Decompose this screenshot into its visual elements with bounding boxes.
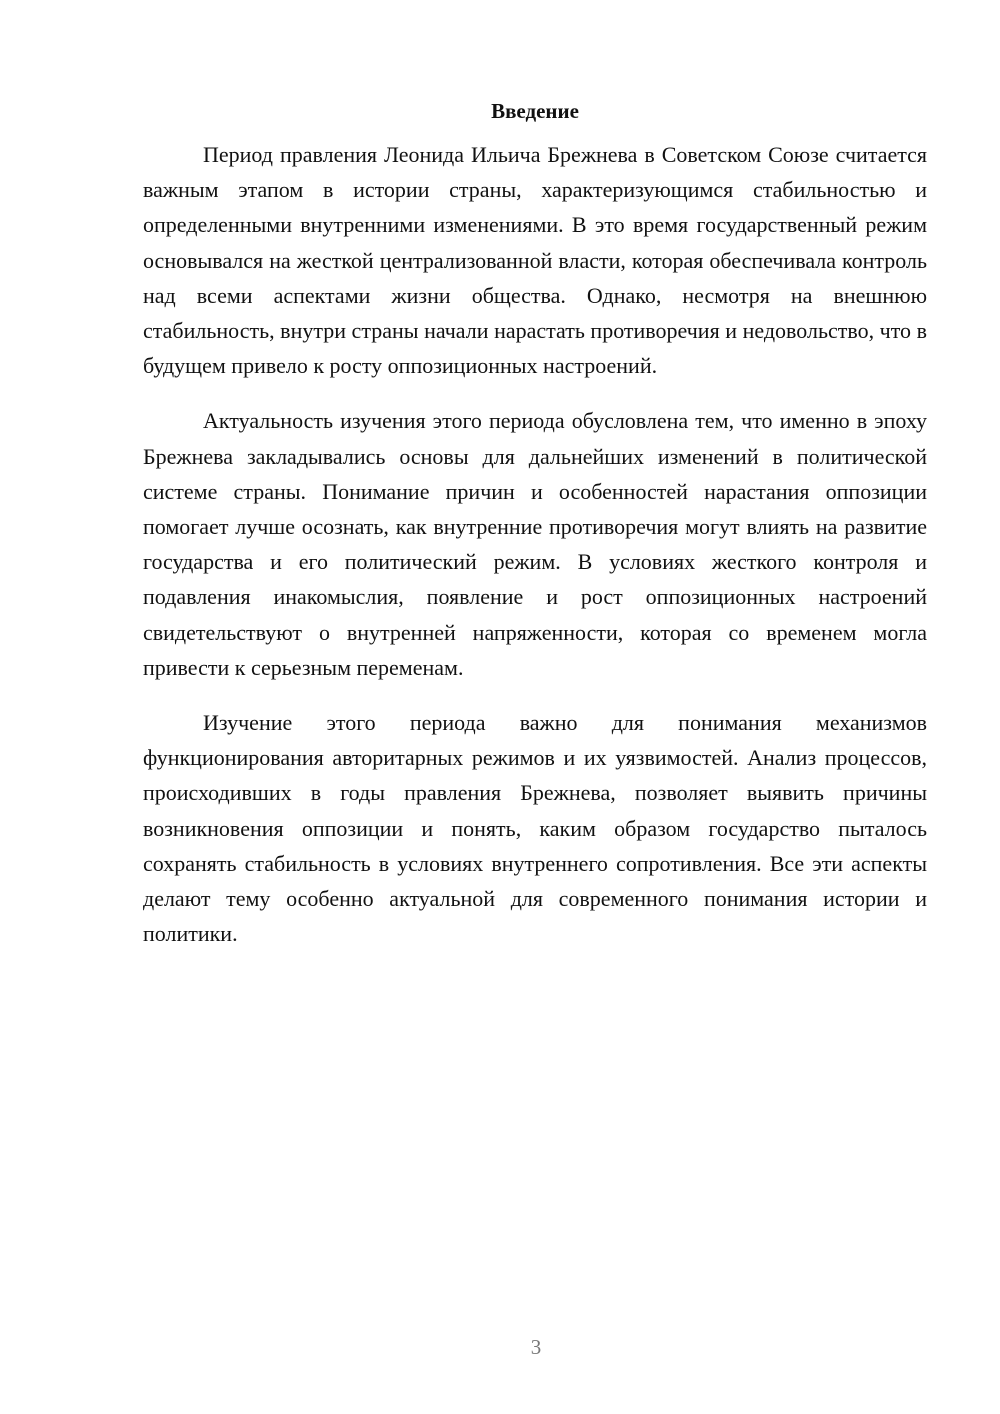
paragraph-1: Период правления Леонида Ильича Брежнева в Советском Союзе считается важным этапом в истории страны, характеризующимся стабильностью и определенными внутренними изменениями. В это время государственный режим основывался на жесткой централизованной власти, которая обеспечивала контроль над всеми аспектами жизни общества. Однако, несмотря на внешнюю стабильность, внутри страны начали нарастать противоречия и недовольство, что в будущем привело к росту оппозиционных настроений. [143, 142, 927, 379]
paragraph-2: Актуальность изучения этого периода обусловлена тем, что именно в эпоху Брежнева закладывались основы для дальнейших изменений в политической системе страны. Понимание причин и особенностей нарастания оппозиции помогает лучше осознать, как внутренние противоречия могут влиять на развитие государства и его политический режим. В условиях жесткого контроля и подавления инакомыслия, появление и рост оппозиционных настроений свидетельствуют о внутренней напряженности, которая со временем могла привести к серьезным переменам. [143, 408, 927, 680]
paragraph-3: Изучение этого периода важно для понимания механизмов функционирования авторитарных режимов и их уязвимостей. Анализ процессов, происходивших в годы правления Брежнева, позволяет выявить причины возникновения оппозиции и понять, каким образом государство пыталось сохранять стабильность в условиях внутреннего сопротивления. Все эти аспекты делают тему особенно актуальной для современного понимания истории и политики. [143, 710, 927, 947]
section-heading: Введение [491, 99, 579, 123]
page-content [143, 96, 927, 971]
page-number: 3 [530, 1335, 542, 1359]
